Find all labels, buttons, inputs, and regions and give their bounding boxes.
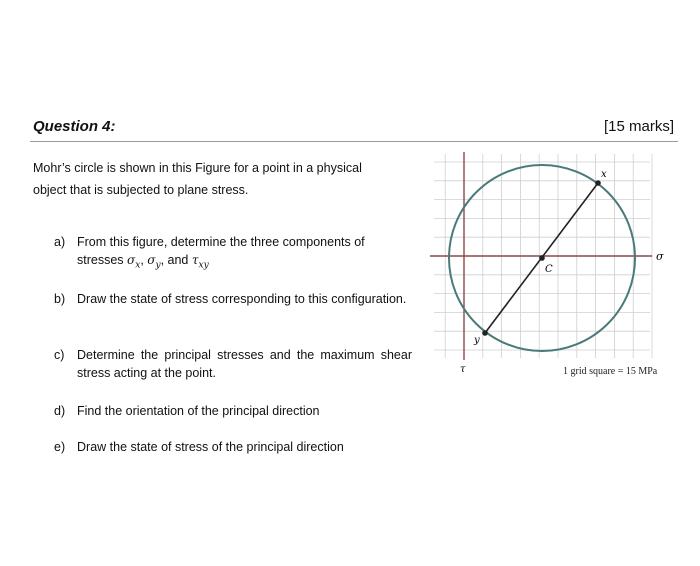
- part-e: [54, 438, 412, 456]
- center-point: [539, 255, 545, 261]
- part-a-label: a): [54, 235, 66, 249]
- point-y: [482, 330, 488, 336]
- label-center: C: [545, 264, 553, 275]
- part-b-label: b): [54, 292, 66, 306]
- part-b: [54, 290, 412, 308]
- point-x: [595, 180, 601, 186]
- part-a-line-2: stresses $\sigma_x$, $\sigma_y$, and $\tau_{xy}$: [77, 253, 209, 271]
- part-d: [54, 402, 412, 420]
- label-x: x: [601, 169, 607, 180]
- header-divider: [30, 141, 678, 142]
- mohrs-circle-figure: [430, 150, 670, 375]
- part-e-label: e): [54, 440, 66, 454]
- part-c: [54, 346, 412, 382]
- question-intro: [33, 157, 423, 201]
- label-tau: τ: [460, 364, 466, 375]
- part-a-text: [77, 233, 412, 274]
- tau-xy-symbol: $\tau_{xy}$: [191, 253, 209, 271]
- label-sigma: σ: [656, 250, 664, 263]
- part-a-and-word: and: [167, 253, 189, 267]
- marks-label: [15 marks]: [603, 118, 674, 135]
- part-c-label: c): [54, 348, 65, 362]
- part-d-text: Find the orientation of the principal direction: [77, 404, 320, 418]
- part-e-text: Draw the state of stress of the principal direction: [77, 440, 344, 454]
- part-b-text: Draw the state of stress corresponding to this configuration.: [77, 292, 407, 306]
- sigma-y-symbol: $\sigma_y$: [147, 253, 161, 271]
- label-y: y: [474, 335, 480, 346]
- intro-line-2: object that is subjected to plane stress.: [33, 183, 249, 197]
- question-title: Question 4:: [33, 118, 116, 135]
- part-a-line-1: From this figure, determine the three components of: [77, 235, 365, 249]
- part-a: [54, 233, 412, 274]
- scale-note: 1 grid square = 15 MPa: [563, 366, 658, 377]
- sigma-x-symbol: $\sigma_x$: [127, 253, 141, 271]
- part-a-stresses-word: stresses: [77, 253, 124, 267]
- intro-line-1: Mohr’s circle is shown in this Figure for a point in a physical: [33, 161, 362, 175]
- part-c-text: Determine the principal stresses and the maximum shear stress acting at the point.: [77, 348, 412, 380]
- part-d-label: d): [54, 404, 66, 418]
